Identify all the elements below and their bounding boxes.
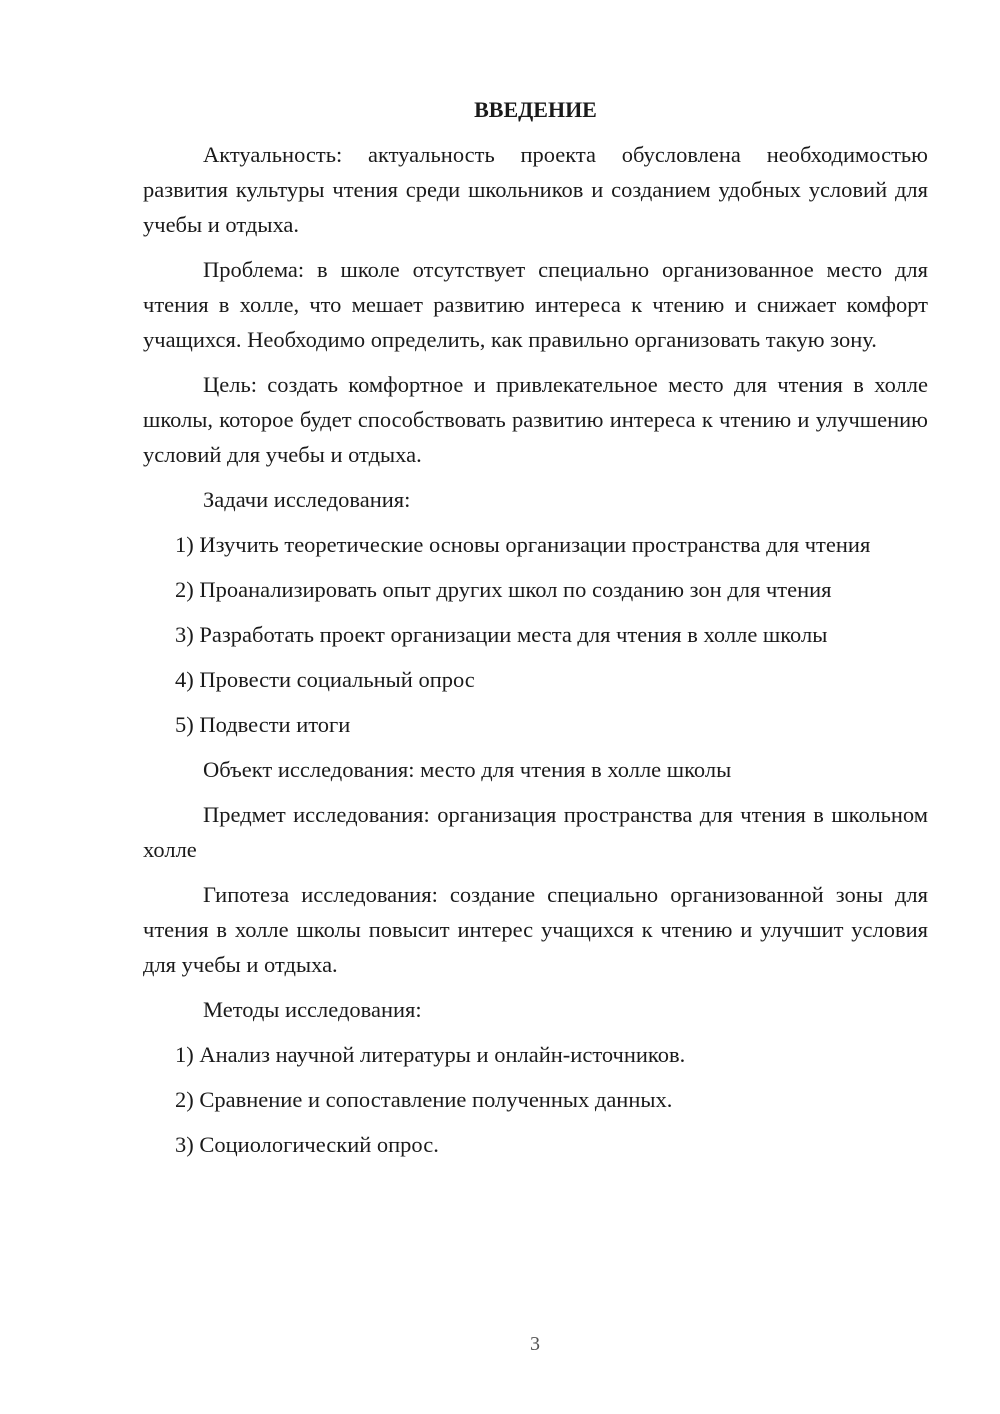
- relevance-paragraph: Актуальность: актуальность проекта обусловлена необходимостью развития культуры чтения среди школьников и созданием удобных условий для учебы и отдыха.: [143, 142, 928, 237]
- task-item: 1) Изучить теоретические основы организации пространства для чтения: [175, 532, 871, 557]
- method-item: 3) Социологический опрос.: [175, 1132, 439, 1157]
- object-paragraph: Объект исследования: место для чтения в холле школы: [203, 757, 732, 782]
- page-title: ВВЕДЕНИЕ: [474, 97, 597, 122]
- task-item: 5) Подвести итоги: [175, 712, 351, 737]
- goal-paragraph: Цель: создать комфортное и привлекательное место для чтения в холле школы, которое будет способствовать развитию интереса к чтению и улучшению условий для учебы и отдыха.: [143, 372, 928, 467]
- methods-heading: Методы исследования:: [203, 997, 422, 1022]
- subject-paragraph: Предмет исследования: организация пространства для чтения в школьном холле: [143, 802, 928, 862]
- method-item: 1) Анализ научной литературы и онлайн-источников.: [175, 1042, 686, 1067]
- tasks-heading: Задачи исследования:: [203, 487, 411, 512]
- problem-paragraph: Проблема: в школе отсутствует специально организованное место для чтения в холле, что мешает развитию интереса к чтению и снижает комфорт учащихся. Необходимо определить, как правильно организовать такую зону.: [143, 257, 928, 352]
- task-item: 3) Разработать проект организации места для чтения в холле школы: [175, 622, 828, 647]
- hypothesis-paragraph: Гипотеза исследования: создание специально организованной зоны для чтения в холле школы повысит интерес учащихся к чтению и улучшит условия для учебы и отдыха.: [143, 882, 928, 977]
- page-number: 3: [530, 1333, 540, 1355]
- task-item: 4) Провести социальный опрос: [175, 667, 475, 692]
- task-item: 2) Проанализировать опыт других школ по созданию зон для чтения: [175, 577, 832, 602]
- document-page: [143, 92, 928, 1172]
- method-item: 2) Сравнение и сопоставление полученных данных.: [175, 1087, 673, 1112]
